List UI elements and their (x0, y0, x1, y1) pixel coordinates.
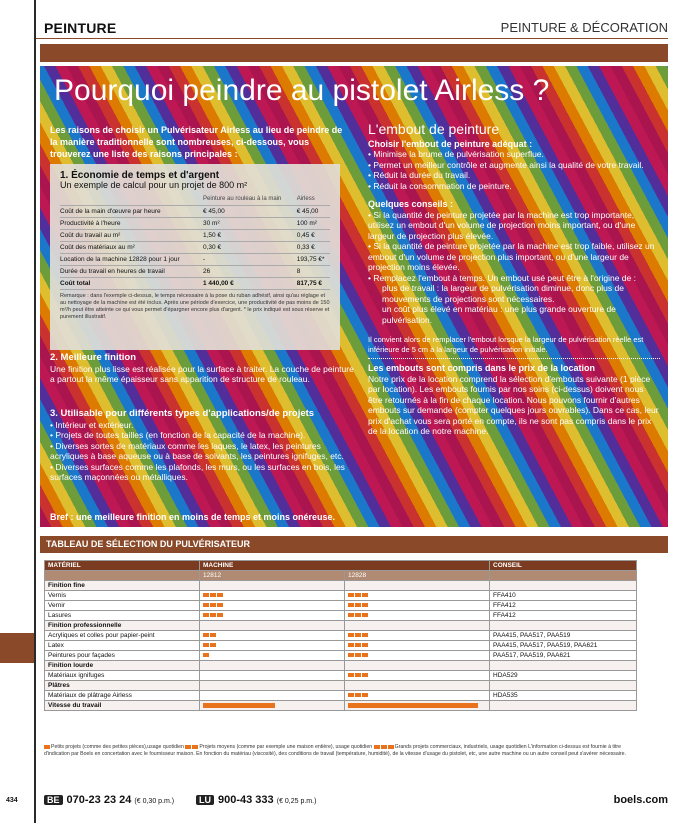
level-square (217, 593, 223, 597)
tip-heading: L'embout de peinture (368, 121, 500, 137)
tip-column (368, 121, 660, 437)
calc-row (60, 218, 330, 230)
location-text: Notre prix de la location comprend la sélection d'embouts suivante (1 pièce par location). Les embouts fournis par nos soins (ci-dessus) doivent nous être retournés à la fin de chaque location. Nous pouvons fournir d'autres embouts sur demande (compter quelques jours ouvrables). Dans ce cas, leur prix d'achat vous sera porté en compte, ils ne sont pas compris dans le prix de la location de notre machine. (368, 373, 659, 436)
section-tab (0, 633, 34, 663)
calc-table (60, 194, 330, 290)
empty-cell (345, 681, 490, 691)
category-row (45, 621, 637, 631)
header-machine: MACHINE (200, 561, 490, 571)
level-square (355, 653, 361, 657)
machine-12828-level (345, 641, 490, 651)
calc-title: 1. Économie de temps et d'argent (60, 170, 220, 181)
level-square (203, 603, 209, 607)
category-row (45, 581, 637, 591)
level-square (217, 613, 223, 617)
phone-be (44, 794, 174, 806)
advice-cell: FFA412 (490, 601, 637, 611)
level-square (348, 603, 354, 607)
machine-12812-level (200, 701, 345, 711)
level-square (355, 593, 361, 597)
legend-3: Grands projets commerciaux, industriels, usage quotidien (394, 744, 527, 750)
level-square (348, 593, 354, 597)
table-row (45, 651, 637, 661)
choose-item: • Minimise la brume de pulvérisation superflue. (368, 149, 660, 160)
dash-item: plus de travail : la largeur de pulvérisation diminue, donc plus de mouvements de projections sont nécessaires. (382, 283, 624, 304)
advice-cell: FFA412 (490, 611, 637, 621)
level-square (203, 613, 209, 617)
dash-item: un coût plus élevé en matériau : une plus grande ouverture de pulvérisation. (382, 304, 616, 325)
calc-roller-value: 1,50 € (203, 230, 297, 242)
calc-airless-value: 0,45 € (297, 230, 330, 242)
level-square (362, 643, 368, 647)
calc-label: Productivité à l'heure (60, 218, 203, 230)
level-square (203, 593, 209, 597)
calc-col-airless: Airless (297, 194, 330, 206)
calc-roller-value: 0,30 € (203, 242, 297, 254)
level-square (348, 613, 354, 617)
table-row (45, 691, 637, 701)
table-row (45, 641, 637, 651)
level-square (362, 673, 368, 677)
table-row (45, 701, 637, 711)
level-square (355, 673, 361, 677)
machine-12812-level (200, 671, 345, 681)
category-label: Finition professionnelle (45, 621, 200, 631)
level-square (355, 693, 361, 697)
page-margin-line (34, 0, 36, 823)
divider (368, 358, 660, 359)
selection-table (44, 560, 637, 711)
machine-12812-level (200, 601, 345, 611)
calc-label: Coût de la main d'œuvre par heure (60, 206, 203, 218)
application-item: • Diverses sortes de matériaux comme les laques, le latex, les peintures acryliques à base aqueuse ou à base de solvants, les peintures ignifuges, etc. (50, 441, 355, 462)
material-label: Matériaux de plâtrage Airless (45, 691, 200, 701)
finish-title: 2. Meilleure finition (50, 352, 137, 363)
section-title: PEINTURE (44, 20, 117, 36)
summary-text: Bref : une meilleure finition en moins de temps et moins onéreuse. (50, 512, 336, 522)
section-finish (50, 353, 355, 385)
replace-text: Il convient alors de remplacer l'embout lorsque la largeur de pulvérisation réelle est inférieure de 5 cm à la largeur de pulvérisation initiale. (368, 335, 644, 354)
calc-row (60, 254, 330, 266)
empty-cell (490, 661, 637, 671)
speed-bar-12828 (348, 703, 478, 708)
legend-2: Projets moyens (comme par exemple une maison entière), usage quotidien (199, 744, 373, 750)
calc-airless-value: 100 m² (297, 218, 330, 230)
machine-12812-level (200, 591, 345, 601)
calc-label: Coût du travail au m² (60, 230, 203, 242)
header-rule (36, 38, 668, 39)
application-item: • Intérieur et extérieur. (50, 420, 355, 431)
level-square (355, 643, 361, 647)
advice-cell: HDA529 (490, 671, 637, 681)
material-label: Latex (45, 641, 200, 651)
table-subheader-row (45, 571, 637, 581)
intro-text: Les raisons de choisir un Pulvérisateur Airless au lieu de peindre de la manière traditionnelle sont nombreuses, ci-dessous, vous trouverez une liste des raisons principales : (50, 125, 343, 159)
tip-item: • Si la quantité de peinture projetée par la machine est trop importante, utilisez un embout d'un volume de projection moins important, ou d'une largeur de projection plus élevée. (368, 210, 660, 242)
empty-cell (490, 621, 637, 631)
level-square (348, 693, 354, 697)
be-phone[interactable]: 070-23 23 24 (66, 794, 132, 806)
empty-cell (490, 681, 637, 691)
level-square (362, 633, 368, 637)
advice-cell: HDA535 (490, 691, 637, 701)
table-row (45, 601, 637, 611)
tips-title: Quelques conseils : (368, 199, 454, 209)
calculation-box (50, 164, 340, 350)
material-label: Matériaux ignifuges (45, 671, 200, 681)
choose-item: • Réduit la consommation de peinture. (368, 181, 660, 192)
level-square (355, 603, 361, 607)
level-square (362, 593, 368, 597)
choose-title: Choisir l'embout de peinture adéquat : (368, 138, 533, 149)
category-row (45, 681, 637, 691)
machine-12828-level (345, 631, 490, 641)
legend-swatch-3 (374, 745, 380, 749)
table-row (45, 591, 637, 601)
application-item: • Diverses surfaces comme les plafonds, les murs, ou les surfaces en bois, les surfaces maçonnées ou métalliques. (50, 462, 355, 483)
machine-12828-level (345, 601, 490, 611)
be-rate: (€ 0,30 p.m.) (134, 798, 175, 805)
level-square (217, 603, 223, 607)
calc-row (60, 206, 330, 218)
machine-12812: 12812 (200, 571, 345, 581)
material-label: Vernir (45, 601, 200, 611)
advice-cell: PAA415, PAA517, PAA519, PAA621 (490, 641, 637, 651)
calc-total-airless: 817,75 € (297, 278, 330, 290)
legend-1: Petits projets (comme des petites pièces),usage quotidien (51, 744, 184, 750)
level-square (203, 643, 209, 647)
level-square (355, 613, 361, 617)
calc-remark: Remarque : dans l'exemple ci-dessus, le temps nécessaire à la pose du ruban adhésif, ainsi qu'au réglage et au nettoyage de la machine est été inclus. Après une période d'exercice, une productivité de pas moins de 150 m²/h peut être atteinte ce qui vous permet d'épargner encore plus d'argent. * le prix indiqué est sous réserve et purement illustratif. (60, 293, 330, 320)
empty-cell (490, 581, 637, 591)
calc-row (60, 242, 330, 254)
level-square (362, 653, 368, 657)
header-material: MATÉRIEL (45, 561, 200, 571)
level-square (362, 603, 368, 607)
level-square (348, 633, 354, 637)
phone-lu (196, 794, 316, 806)
empty-cell (200, 661, 345, 671)
machine-12812-level (200, 631, 345, 641)
calc-roller-value: 30 m² (203, 218, 297, 230)
lu-badge: LU (196, 795, 214, 805)
legend-swatch-1 (44, 745, 50, 749)
machine-12812-level (200, 641, 345, 651)
applications-list (50, 420, 355, 483)
calc-label: Location de la machine 12828 pour 1 jour (60, 254, 203, 266)
machine-12828-level (345, 691, 490, 701)
choose-list (368, 149, 660, 191)
hero-panel (40, 66, 668, 527)
calc-label: Durée du travail en heures de travail (60, 266, 203, 278)
lu-phone[interactable]: 900-43 333 (218, 794, 274, 806)
advice-cell: PAA415, PAA517, PAA519 (490, 631, 637, 641)
material-label: Vitesse du travail (45, 701, 200, 711)
empty-cell (200, 581, 345, 591)
legend-note: L'information ci-dessus est fournie à titre d'indication par Boels en concertation avec le fournisseur maison. En fonction du matériau (viscosité), des conditions de travail (température, humidité), de la vitesse d'usage du pistolet, etc, une autre machine ou un autre conseil peut s'avérer nécessaire. (44, 744, 626, 757)
calc-roller-value: 26 (203, 266, 297, 278)
calc-label: Coût des matériaux au m² (60, 242, 203, 254)
calc-col-roller: Peinture au rouleau à la main (203, 194, 297, 206)
level-square (362, 613, 368, 617)
calc-total-roller: 1 440,00 € (203, 278, 297, 290)
machine-12828-level (345, 591, 490, 601)
table-title: TABLEAU DE SÉLECTION DU PULVÉRISATEUR (40, 536, 668, 553)
calc-roller-value: - (203, 254, 297, 266)
legend-swatch-2 (185, 745, 191, 749)
empty-cell (345, 661, 490, 671)
tip-item: • Si la quantité de peinture projetée par la machine est trop faible, utilisez un embout d'un volume de projection plus important, ou d'une largeur de projection moins élevée. (368, 241, 660, 273)
advice-cell (490, 701, 637, 711)
level-square (355, 633, 361, 637)
machine-12812-level (200, 691, 345, 701)
category-label: Finition fine (45, 581, 200, 591)
tips-list (368, 210, 660, 284)
table-legend (44, 744, 644, 758)
choose-item: • Permet un meilleur contrôle et augmente ainsi la qualité de votre travail. (368, 160, 660, 171)
material-label: Peintures pour façades (45, 651, 200, 661)
level-square (348, 673, 354, 677)
lu-rate: (€ 0,25 p.m.) (276, 798, 317, 805)
calc-airless-value: 0,33 € (297, 242, 330, 254)
level-square (210, 643, 216, 647)
machine-12828-level (345, 611, 490, 621)
material-label: Vernis (45, 591, 200, 601)
empty-cell (345, 621, 490, 631)
material-label: Acryliques et colles pour papier-peint (45, 631, 200, 641)
table-header-row (45, 561, 637, 571)
category-label: Plâtres (45, 681, 200, 691)
calc-total-label: Coût total (60, 278, 203, 290)
machine-12812-level (200, 611, 345, 621)
calc-subtitle: Un exemple de calcul pour un projet de 800 m² (60, 180, 248, 190)
applications-title: 3. Utilisable pour différents types d'applications/de projets (50, 408, 315, 419)
category-title: PEINTURE & DÉCORATION (500, 20, 668, 35)
website-link[interactable]: boels.com (613, 794, 668, 806)
machine-12828: 12828 (345, 571, 490, 581)
level-square (203, 633, 209, 637)
dash-list (368, 283, 660, 325)
machine-12828-level (345, 701, 490, 711)
calc-airless-value: 8 (297, 266, 330, 278)
calc-header-row (60, 194, 330, 206)
advice-cell: FFA410 (490, 591, 637, 601)
empty-cell (200, 621, 345, 631)
calc-total-row (60, 278, 330, 290)
advice-cell: PAA517, PAA519, PAA621 (490, 651, 637, 661)
machine-12812-level (200, 651, 345, 661)
speed-bar-12812 (203, 703, 275, 708)
application-item: • Projets de toutes tailles (en fonction de la capacité de la machine). (50, 430, 355, 441)
calc-row (60, 230, 330, 242)
tip-item: • Remplacez l'embout à temps. Un embout usé peut être à l'origine de : (368, 273, 660, 284)
material-label: Lasures (45, 611, 200, 621)
level-square (348, 643, 354, 647)
hero-title: Pourquoi peindre au pistolet Airless ? (54, 74, 550, 107)
machine-12828-level (345, 671, 490, 681)
calc-airless-value: 193,75 €* (297, 254, 330, 266)
choose-item: • Réduit la durée du travail. (368, 170, 660, 181)
level-square (203, 653, 209, 657)
empty-cell (345, 581, 490, 591)
level-square (210, 603, 216, 607)
header-advice: CONSEIL (490, 561, 637, 571)
location-title: Les embouts sont compris dans le prix de la location (368, 363, 596, 373)
header-bar (40, 44, 668, 62)
calc-airless-value: € 45,00 (297, 206, 330, 218)
table-row (45, 611, 637, 621)
level-square (210, 633, 216, 637)
calc-roller-value: € 45,00 (203, 206, 297, 218)
be-badge: BE (44, 795, 63, 805)
category-label: Finition lourde (45, 661, 200, 671)
section-applications (50, 409, 355, 483)
table-row (45, 631, 637, 641)
calc-row (60, 266, 330, 278)
level-square (210, 593, 216, 597)
empty-cell (200, 681, 345, 691)
table-row (45, 671, 637, 681)
page-number: 434 (6, 797, 18, 804)
category-row (45, 661, 637, 671)
finish-text: Une finition plus lisse est réalisée pour la surface à traiter. La couche de peinture a partout la même épaisseur sans apparition de structure de rouleau. (50, 363, 354, 384)
machine-12828-level (345, 651, 490, 661)
level-square (210, 613, 216, 617)
level-square (362, 693, 368, 697)
level-square (348, 653, 354, 657)
